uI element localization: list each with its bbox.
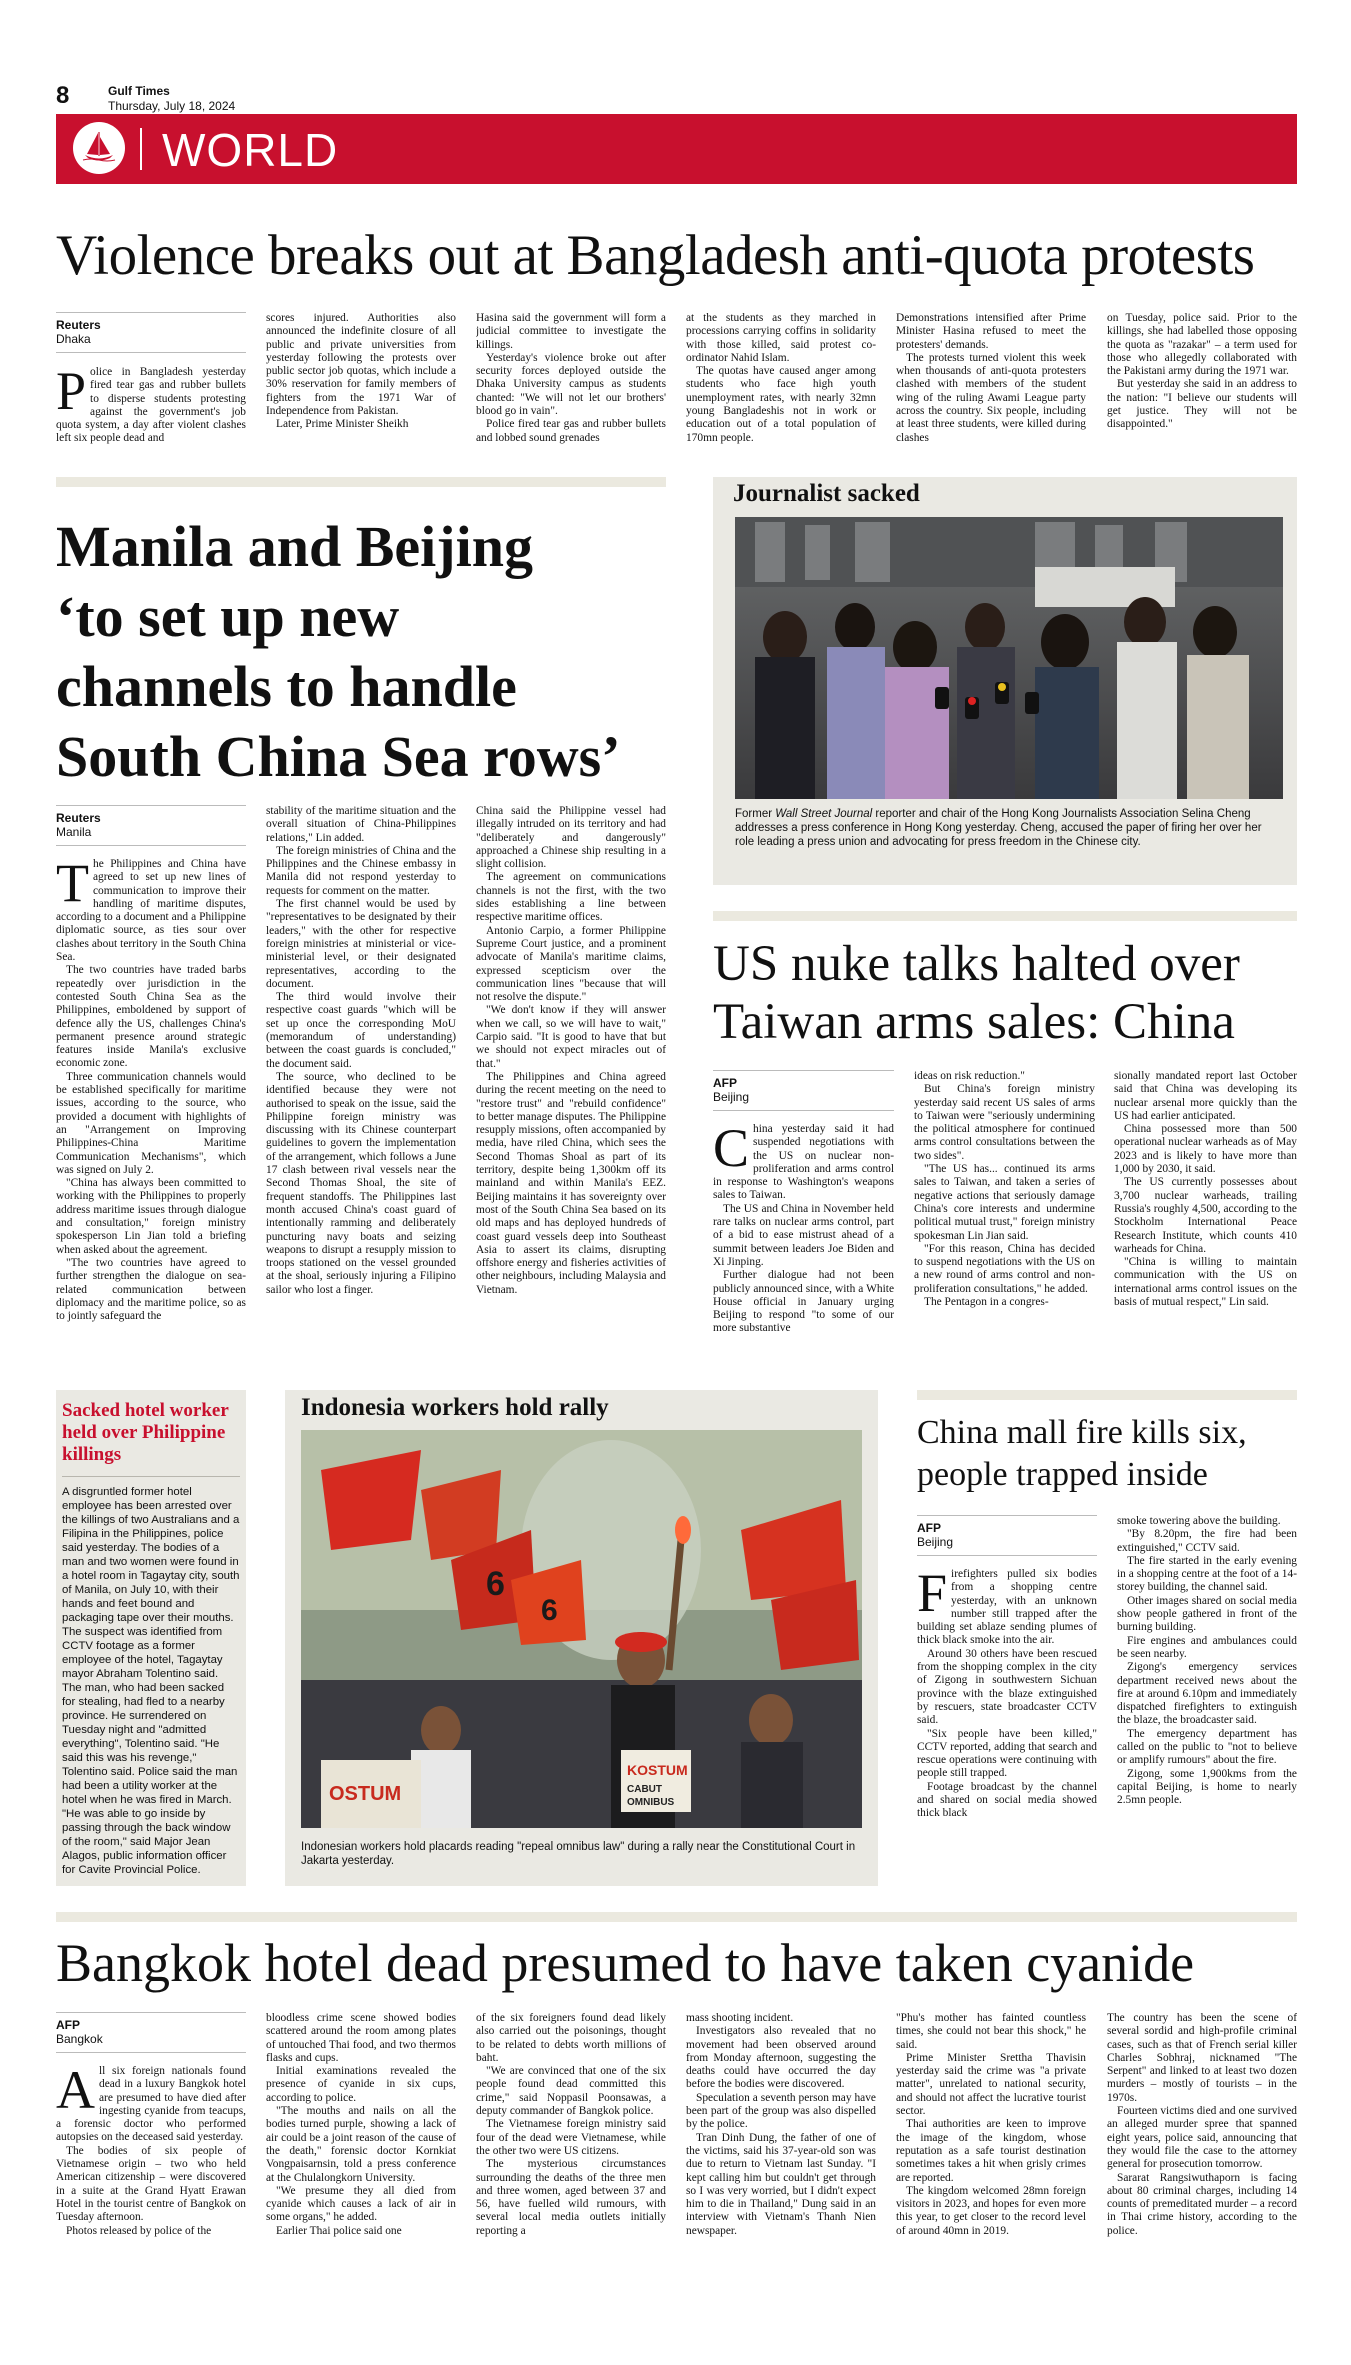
journalist-caption: Former Wall Street Journal reporter and chair of the Hong Kong Journalists Association Selina Cheng addresses a press conference in Hong Kong yesterday. Cheng, accused the paper of firing her over her role leading a press union and advocating for press freedom in the Chinese city. xyxy=(735,808,1262,848)
placard-text-3: CABUT xyxy=(627,1784,662,1795)
placard-text-1: OSTUM xyxy=(329,1783,402,1805)
story1-col-5: Demonstrations intensified after Prime Minister Hasina refused to meet the protesters' demands. The protests turned violent this week when thousands of anti-quota protesters clashed with members of the student wing of the ruling Awami League party across the country. Six people, including at least three students, were killed during clashes xyxy=(896,312,1086,444)
story1-col-6: on Tuesday, police said. Prior to the killings, she had labelled those opposing the quota as "razakar" – a term used for those who allegedly collaborated with the Pakistani army during the 1971 war. But yesterday she said in an address to the nation: "I believe our students will get justice. They will not be disappointed." xyxy=(1107,312,1297,431)
story2-drop-cap: T xyxy=(56,858,89,913)
journalist-title: Journalist sacked xyxy=(733,480,920,507)
story4-drop-cap: F xyxy=(917,1568,948,1623)
placard-text-4: OMNIBUS xyxy=(627,1797,675,1808)
story1-location: Dhaka xyxy=(56,332,91,346)
section-banner xyxy=(56,114,1297,184)
story2-byline xyxy=(56,805,246,846)
section-rule xyxy=(713,911,1297,921)
story1-drop-cap: P xyxy=(56,366,87,421)
story3-location: Beijing xyxy=(713,1090,750,1104)
sacked-sidebar xyxy=(56,1390,246,1886)
section-rule xyxy=(56,477,666,487)
story5-location: Bangkok xyxy=(56,2032,103,2046)
banner-divider xyxy=(140,128,142,170)
section-title: WORLD xyxy=(162,124,339,176)
story5-col-5: "Phu's mother has fainted countless times, she could not bear this shock," he said. Prime Minister Srettha Thavisin yesterday said the crime was "a private matter", unrelated to national security, and should not affect the lucrative tourist sector. Thai authorities are keen to improve the image of the kingdom, whose reputation as a safe tourist destination sometimes takes a hit when grisly crimes are reported. The kingdom welcomed 28mn foreign visitors in 2023, and hopes for even more this year, to get closer to the record level of around 40mn in 2019. xyxy=(896,2012,1086,2237)
story3-col-2: ideas on risk reduction." But China's foreign ministry yesterday said recent US sales of arms to Taiwan were "seriously undermining the political atmosphere for continued arms control consultations between the two sides". "The US has... continued its arms sales to Taiwan, and taken a series of negative actions that seriously damage China's core interests and undermine political mutual trust," foreign ministry spokesman Lin Jian said. "For this reason, China has decided to suspend negotiations with the US on a new round of arms control and non-proliferation consultations," he added. The Pentagon in a congres- xyxy=(914,1070,1095,1309)
indonesia-title: Indonesia workers hold rally xyxy=(301,1394,609,1421)
story1-byline xyxy=(56,312,246,353)
publication-date: Thursday, July 18, 2024 xyxy=(108,99,236,113)
story4-col-2: smoke towering above the building. "By 8.20pm, the fire had been extinguished," CCTV said. The fire started in the early evening in a shopping centre at the foot of a 14-storey building, the channel said. Other images shared on social media show people gathered in front of the burning building. Fire engines and ambulances could be seen nearby. Zigong's emergency services department received news about the fire at around 6.10pm and immediately dispatched firefighters to extinguish the blaze, the broadcaster said. The emergency department has called on the public to "not to believe or amplify rumours" about the fire. Zigong, some 1,900kms from the capital Beijing, is home to nearly 2.5mn people. xyxy=(1117,1515,1297,1807)
section-rule xyxy=(917,1390,1297,1400)
indonesia-panel xyxy=(285,1390,878,1886)
story5-byline xyxy=(56,2012,246,2053)
dhow-boat-icon xyxy=(73,122,125,174)
story3-col-3: sionally mandated report last October said that China was developing its nuclear arsenal more quickly than the US had earlier anticipated. China possessed more than 500 operational nuclear warheads as of May 2023 and is likely to have more than 1,000 by 2030, it said. The US currently possesses about 3,700 nuclear warheads, trailing Russia's roughly 4,500, according to the Stockholm International Peace Research Institute, which counts 410 warheads for China. "China is willing to maintain communication with the US on international arms control issues on the basis of mutual respect," Lin said. xyxy=(1114,1070,1297,1309)
story2-location: Manila xyxy=(56,825,92,839)
story4-col-1: Firefighters pulled six bodies from a shopping centre yesterday, with an unknown number still trapped after the building set ablaze sending plumes of thick black smoke into the air. Around 30 others have been rescued from the shopping complex in the city of Zigong in southwestern Sichuan province with the blaze extinguished by rescuers, state broadcaster CCTV said. "Six people have been killed," CCTV reported, adding that search and rescue operations were continuing with people still trapped. Footage broadcast by the channel and shared on social media showed thick black xyxy=(917,1568,1097,1820)
sacked-headline: Sacked hotel worker held over Philippine killings xyxy=(62,1400,229,1465)
journalist-caption-em: Wall Street Journal xyxy=(775,808,873,820)
story4-location: Beijing xyxy=(917,1535,954,1549)
page-number: 8 xyxy=(56,82,70,109)
story4-headline: China mall fire kills six, people trapped inside xyxy=(917,1414,1247,1493)
story2-col-3: China said the Philippine vessel had illegally intruded on its territory and had "deliberately and dangerously" approached a Chinese ship resulting in a slight collision. The agreement on communications channels is not the first, with the two sides establishing a line between respective maritime offices. Antonio Carpio, a former Philippine Supreme Court justice, and a prominent advocate of Manila's maritime claims, expressed scepticism over the communication lines "because that will not resolve the dispute." "We don't know if they will answer when we call, so we will have to wait," Carpio said. "It is good to have that but we should not expect miracles out of that." The Philippines and China agreed during the recent meeting on the need to "restore trust" and "rebuild confidence" to better manage disputes. The Philippine resupply missions, often accompanied by media, have riled China, which sees the Second Thomas Shoal as part of its territory, despite being 1,300km off its mainland and within Manila's EEZ. Beijing maintains it has sovereignty over most of the South China Sea based on its old maps and has deployed hundreds of coast guard vessels deep into Southeast Asia to assert its claims, disrupting offshore energy and fisheries activities of other neighbours, including Malaysia and Vietnam. xyxy=(476,805,666,1296)
story5-drop-cap: A xyxy=(56,2065,95,2120)
section-rule xyxy=(56,1912,1297,1922)
story4-byline xyxy=(917,1515,1097,1556)
story2-headline: Manila and Beijing ‘to set up new channels to handle South China Sea rows’ xyxy=(56,514,621,789)
story5-headline: Bangkok hotel dead presumed to have taken cyanide xyxy=(56,1933,1195,1993)
story1-col-2: scores injured. Authorities also announced the indefinite closure of all public and private universities from yesterday following the protests over public sector job quotas, which include a 30% reservation for family members of fighters from the 1971 War of Independence from Pakistan. Later, Prime Minister Sheikh xyxy=(266,312,456,431)
story3-col-1: China yesterday said it had suspended negotiations with the US on nuclear non-proliferation and arms control in response to Washington's weapons sales to Taiwan. The US and China in November held rare talks on nuclear arms control, part of a bid to ease mistrust ahead of a summit between leaders Joe Biden and Xi Jinping. Further dialogue had not been publicly announced since, with a White House official in January urging Beijing to respond "to some of our more substantive xyxy=(713,1123,894,1335)
story5-col-2: bloodless crime scene showed bodies scattered around the room among plates of untouched Thai food, and two thermos flasks and cups. Initial examinations revealed the presence of cyanide in six cups, according to police. "The mouths and nails on all the bodies turned purple, showing a lack of air could be a joint reason of the cause of the death," forensic doctor Kornkiat Vongpaisarnsin, told a press conference at the Chulalongkorn University. "We presume they all died from cyanide which causes a lack of air in some organs," he added. Earlier Thai police said one xyxy=(266,2012,456,2237)
indonesia-caption: Indonesian workers hold placards reading "repeal omnibus law" during a rally near the Constitutional Court in Jakarta yesterday. xyxy=(301,1841,856,1867)
story2-agency: Reuters xyxy=(56,811,101,825)
story3-headline: US nuke talks halted over Taiwan arms sales: China xyxy=(713,936,1240,1050)
sacked-body: A disgruntled former hotel employee has been arrested over the killings of two Australians and a Filipina in the Philippines, police said yesterday. The bodies of a man and two women were found in a hotel room in Tagaytay city, south of Manila, on July 10, with their hands and feet bound and packaging tape over their mouths. The suspect was identified from CCTV footage as a former employee of the hotel, Tagaytay mayor Abraham Tolentino said. The man, who had been sacked for stealing, had fled to a nearby province. He surrendered on Tuesday night and "admitted everything", Tolentino said. "He said this was his revenge," Tolentino said. Police said the man had been a utility worker at the hotel when he was fired in March. "He was able to go inside by passing through the back window of the room," said Major Jean Alagos, public information officer for Cavite Provincial Police. xyxy=(62,1486,240,1876)
story5-col-6: The country has been the scene of several sordid and high-profile criminal cases, such as that of French serial killer Charles Sobhraj, nicknamed "The Serpent" and linked to at least two dozen murders – mostly of tourists – in the 1970s. Fourteen victims died and one survived an alleged murder spree that spanned eight years, police said, announcing that they would file the case to the attorney general for prosecution tomorrow. Sararat Rangsiwuthaporn is facing about 80 criminal charges, including 14 counts of premeditated murder – a record in Thai crime history, according to the police. xyxy=(1107,2012,1297,2237)
story3-agency: AFP xyxy=(713,1076,737,1090)
story3-byline xyxy=(713,1070,894,1111)
story5-col-1: All six foreign nationals found dead in a luxury Bangkok hotel are presumed to have died after ingesting cyanide from teacups, a forensic doctor who performed autopsies on the deceased said yesterday. The bodies of six people of Vietnamese origin – two who held American citizenship – were discovered in a suite at the Grand Hyatt Erawan Hotel in the tourist centre of Bangkok on Tuesday afternoon. Photos released by police of the xyxy=(56,2065,246,2237)
story3-drop-cap: C xyxy=(713,1123,750,1178)
journalist-panel xyxy=(713,477,1297,885)
story5-agency: AFP xyxy=(56,2018,80,2032)
story5-col-3: of the six foreigners found dead likely also carried out the poisonings, thought to be related to debts worth millions of baht. "We are convinced that one of the six people found dead committed this crime," said Noppasil Poonsawas, a deputy commander of Bangkok police. The Vietnamese foreign ministry said four of the dead were Vietnamese, while the other two were US citizens. The mysterious circumstances surrounding the deaths of the three men and three women, aged between 37 and 56, have fuelled wild rumours, with several local media outlets initially reporting a xyxy=(476,2012,666,2237)
story2-col-2: stability of the maritime situation and the overall situation of China-Philippines relations," Lin added. The foreign ministries of China and the Philippines and the Chinese embassy in Manila did not respond yesterday to requests for comment on the matter. The first channel would be used by "representatives to be designated by their leaders," with the other for respective foreign ministries at ministerial or vice-ministerial level, or their designated representatives, according to the document. The third would involve their respective coast guards "which will be set up once the corresponding MoU (memorandum of understanding) between the coast guards is concluded," the document said. The source, who declined to be identified because they were not authorised to speak on the issue, said the Philippine foreign ministry was discussing with its Chinese counterpart guidelines to govern the implementation of the arrangement, which follows a June 17 clash between rival vessels near the Second Thomas Shoal, the site of frequent standoffs. The Philippines last month accused China's coast guard of intentionally ramming and deliberately puncturing navy boats and seizing weapons to disrupt a resupply mission to troops stationed on the vessel grounded at the shoal, seriously injuring a Filipino sailor who lost a finger. xyxy=(266,805,456,1296)
story1-col-1: Police in Bangladesh yesterday fired tear gas and rubber bullets to disperse students protesting against the government's job quota system, a day after violent clashes left six people dead and xyxy=(56,366,246,445)
story1-agency: Reuters xyxy=(56,318,101,332)
publication-name: Gulf Times xyxy=(108,84,170,98)
story1-col-3: Hasina said the government will form a judicial committee to investigate the killings. Yesterday's violence broke out after security forces deployed outside the Dhaka University campus as students chanted: "We will not let our brothers' blood go in vain". Police fired tear gas and rubber bullets and lobbed sound grenades xyxy=(476,312,666,444)
story1-col-4: at the students as they marched in processions carrying coffins in solidarity with those killed, said protest co-ordinator Nahid Islam. The quotas have caused anger among students who face high youth unemployment rates, with nearly 32mn young Bangladeshis not in work or education out of a total population of 170mn people. xyxy=(686,312,876,444)
rally-photo xyxy=(301,1430,862,1828)
story1-headline: Violence breaks out at Bangladesh anti-quota protests xyxy=(56,224,1255,287)
story4-agency: AFP xyxy=(917,1521,941,1535)
story2-col-1: The Philippines and China have agreed to set up new lines of communication to improve their handling of maritime disputes, according to a document and a Philippine diplomatic source, as ties sour over clashes about territory in the South China Sea. The two countries have traded barbs repeatedly over jurisdiction in the contested South China Sea as the Philippines, emboldened by support of defence ally the US, challenges China's permanent presence around strategic features inside Manila's exclusive economic zone. Three communication channels would be established specifically for maritime issues, according to the source, who provided a document with highlights of an "Arrangement on Improving Philippines-China Maritime Communication Mechanisms", which was signed on July 2. "China has always been committed to working with the Philippines to properly address maritime issues through dialogue and consultation," foreign ministry spokesperson Lin Jian told a briefing when asked about the agreement. "The two countries have agreed to further strengthen the dialogue on sea-related communication between diplomacy and the maritime police, so as to jointly safeguard the xyxy=(56,858,246,1323)
placard-text-2: KOSTUM xyxy=(627,1762,688,1778)
flag-number-2: 6 xyxy=(541,1594,558,1627)
story5-col-4: mass shooting incident. Investigators also revealed that no movement had been observed around from Monday afternoon, suggesting the deaths could have occurred the day before the bodies were discovered. Speculation a seventh person may have been part of the group was also dispelled by the police. Tran Dinh Dung, the father of one of the victims, said his 37-year-old son was due to return to Vietnam last Sunday. "I kept calling him but couldn't get through so I was very worried, but I didn't expect him to die in Thailand," Dung said in an interview with Vietnam's Thanh Nien newspaper. xyxy=(686,2012,876,2237)
flag-number-1: 6 xyxy=(486,1565,505,1603)
press-conference-photo xyxy=(735,517,1283,799)
